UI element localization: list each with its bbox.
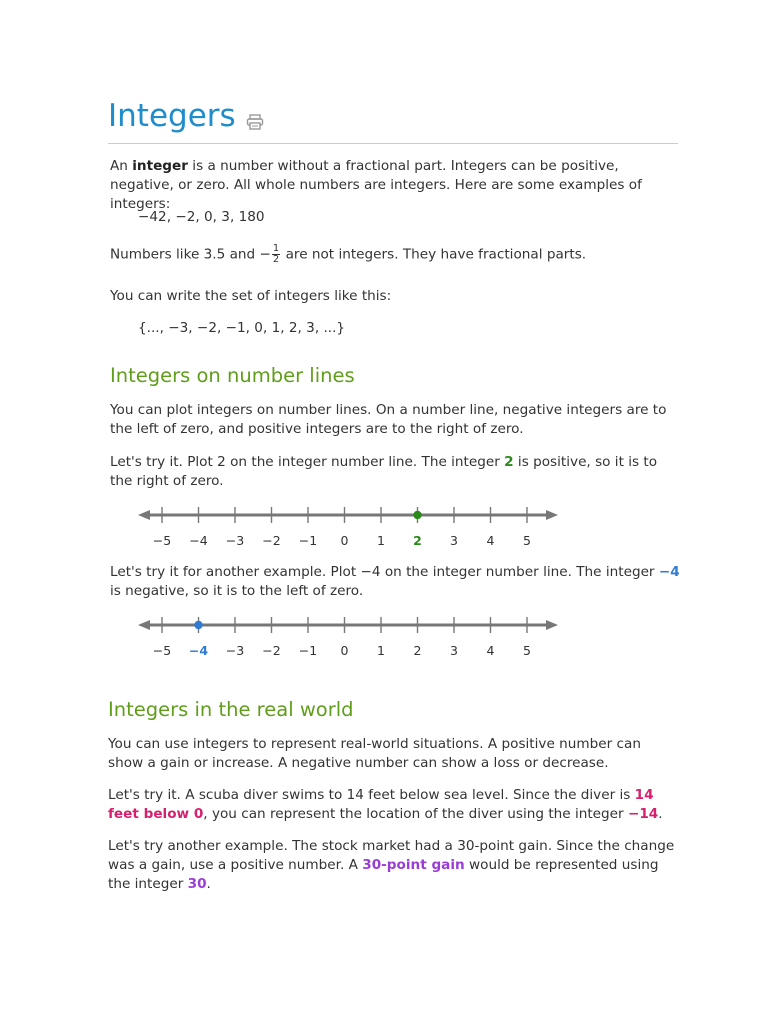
integer-examples: −42, −2, 0, 3, 180 [138,209,265,225]
fraction-one-half [272,244,280,265]
plotted-point [194,621,202,629]
section-heading-real-world: Integers in the real world [108,698,354,721]
highlight-neg4: −4 [658,564,680,580]
highlight-2: 2 [504,454,514,470]
plot-2-paragraph [110,453,680,491]
intro-paragraph [110,157,680,214]
stock-paragraph [108,837,680,894]
non-integers-text-b: are not integers. They have fractional parts. [281,246,587,263]
highlight-14-feet: 14 feet below 0 [108,787,654,822]
number-lines-paragraph: You can plot integers on number lines. On a number line, negative integers are to the left of zero, and positive integers are to the right of zero. [110,402,667,437]
tick-label: 1 [377,533,385,548]
tick-label: −1 [298,533,318,548]
tick-label: 5 [523,533,531,548]
arrow-right [546,620,558,630]
stock-text-b: would be represented using the integer [108,857,659,892]
stock-text-a: Let's try another example. The stock market had a 30-point gain. Since the change was a gain, use a positive number. A [108,838,675,873]
arrow-left [138,510,150,520]
tick-label: −2 [262,533,281,548]
set-intro: You can write the set of integers like this: [110,288,392,304]
scuba-text-a: Let's try it. A scuba diver swims to 14 feet below sea level. Since the diver is [108,787,635,803]
tick-label: 3 [450,533,458,548]
tick-label: 4 [486,643,495,658]
page-title: Integers [108,98,236,134]
plot-2-text-a: Let's try it. Plot 2 on the integer number line. The integer [110,454,505,470]
tick-label: −3 [225,643,245,658]
tick-label: −5 [152,643,172,658]
tick-label: 4 [486,533,495,548]
tick-label: 0 [340,533,349,548]
highlight-30: 30 [187,876,207,892]
plot-neg4-paragraph [110,563,680,601]
plot-neg4-text-b: is negative, so it is to the left of zero. [110,583,364,599]
tick-label: −4 [189,533,208,548]
fraction-numerator: 1 [272,243,280,254]
tick-label: 5 [523,643,531,658]
tick-label: −4 [188,643,209,658]
tick-label: 2 [413,643,422,658]
printer-icon[interactable] [246,114,264,130]
tick-label: 0 [340,643,349,658]
intro-text-b: is a number without a fractional part. Integers can be positive, negative, or zero. All whole numbers are integers. Here are some examples of integers: [110,158,642,212]
plot-2-text-b: is positive, so it is to the right of zero. [110,454,658,489]
real-world-paragraph: You can use integers to represent real-world situations. A positive number can show a gain or increase. A negative number can show a loss or decrease. [108,736,641,771]
tick-label: −2 [262,643,281,658]
intro-bold-word: integer [132,158,188,174]
non-integers-text-a: Numbers like 3.5 and − [110,246,271,263]
section-heading-number-lines: Integers on number lines [110,364,355,387]
scuba-text-b: , you can represent the location of the diver using the integer [203,806,628,822]
tick-label: 1 [377,643,385,658]
tick-label: −1 [298,643,318,658]
plot-neg4-text-a: Let's try it for another example. Plot −4 on the integer number line. The integer [110,564,659,580]
plotted-point [413,511,421,519]
tick-label: −5 [152,533,172,548]
stock-text-c: . [206,876,211,892]
number-line-2 [130,610,570,670]
number-line-1 [130,500,570,560]
non-integers-paragraph [110,244,680,265]
tick-label: 3 [450,643,458,658]
arrow-right [546,510,558,520]
highlight-30-point-gain: 30-point gain [362,857,465,873]
scuba-text-c: . [658,806,663,822]
highlight-neg14: −14 [627,806,659,822]
title-divider [108,143,678,144]
tick-label: −3 [225,533,245,548]
arrow-left [138,620,150,630]
fraction-denominator: 2 [272,254,280,265]
integer-set: {..., −3, −2, −1, 0, 1, 2, 3, ...} [138,320,346,336]
scuba-paragraph [108,786,680,824]
intro-text-a: An [110,158,133,174]
tick-label: 2 [413,533,422,548]
